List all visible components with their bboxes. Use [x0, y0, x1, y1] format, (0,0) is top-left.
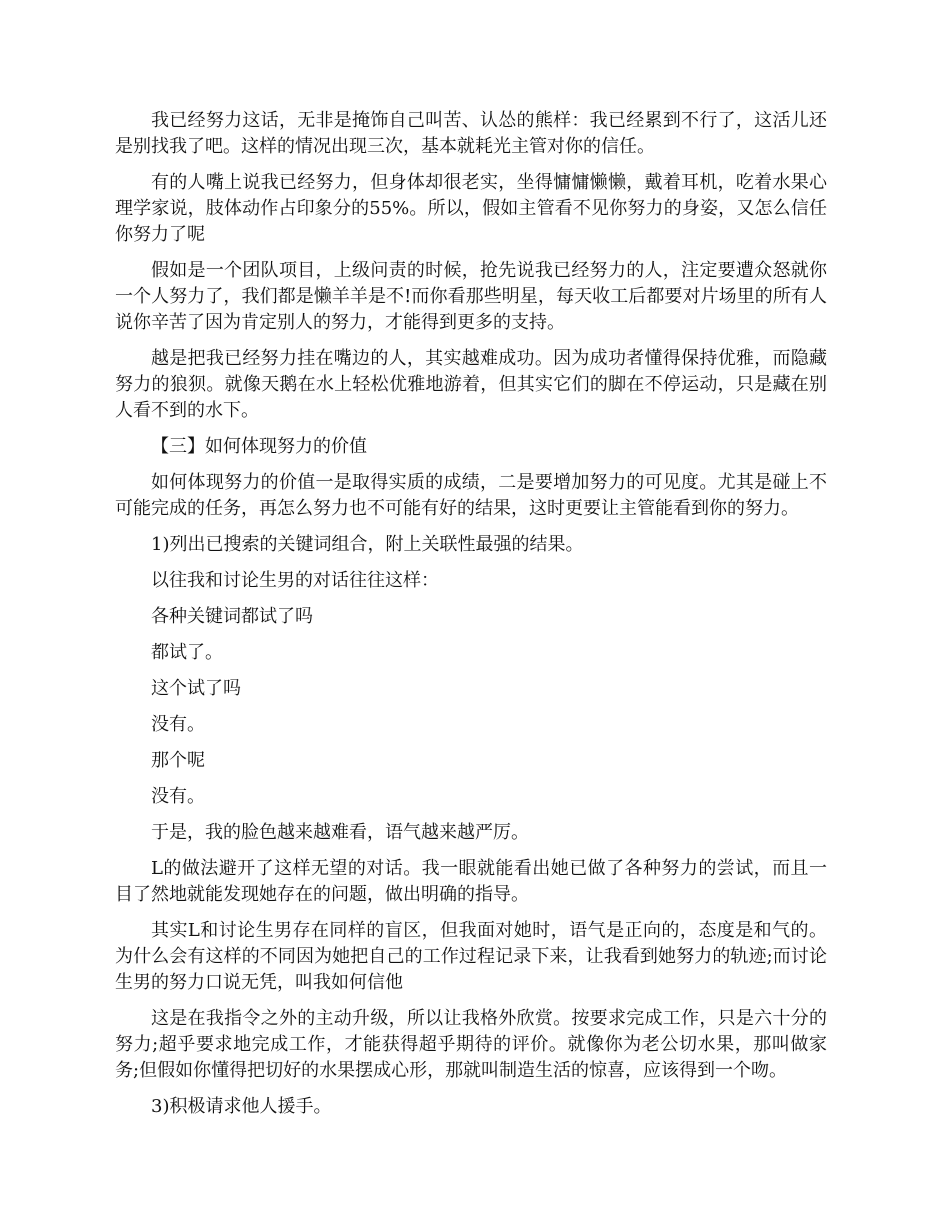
- paragraph: 这是在我指令之外的主动升级，所以让我格外欣赏。按要求完成工作，只是六十分的努力;超乎要求地完成工作，才能获得超乎期待的评价。就像你为老公切水果，那叫做家务;但假如你懂得把切好的水果摆成心形，那就叫制造生活的惊喜，应该得到一个吻。: [115, 1008, 827, 1081]
- paragraph: 如何体现努力的价值一是取得实质的成绩，二是要增加努力的可见度。尤其是碰上不可能完成的任务，再怎么努力也不可能有好的结果，这时更要让主管能看到你的努力。: [115, 472, 827, 519]
- dialogue-line: 这个试了吗: [151, 678, 241, 699]
- section-heading: 【三】如何体现努力的价值: [151, 436, 367, 457]
- paragraph: 越是把我已经努力挂在嘴边的人，其实越难成功。因为成功者懂得保持优雅，而隐藏努力的狼狈。就像天鹅在水上轻松优雅地游着，但其实它们的脚在不停运动，只是藏在别人看不到的水下。: [115, 348, 827, 421]
- paragraph: 其实L和讨论生男存在同样的盲区，但我面对她时，语气是正向的，态度是和气的。为什么会有这样的不同因为她把自己的工作过程记录下来，让我看到她努力的轨迹;而讨论生男的努力口说无凭，叫我如何信他: [115, 920, 827, 993]
- document-body: [115, 108, 827, 1130]
- paragraph: 于是，我的脸色越来越难看，语气越来越严厉。: [151, 822, 529, 843]
- dialogue-line: 都试了。: [151, 642, 223, 663]
- paragraph: 以往我和讨论生男的对话往往这样：: [151, 570, 439, 591]
- paragraph: 假如是一个团队项目，上级问责的时候，抢先说我已经努力的人，注定要遭众怒就你一个人努力了，我们都是懒羊羊是不!而你看那些明星，每天收工后都要对片场里的所有人说你辛苦了因为肯定别人的努力，才能得到更多的支持。: [115, 260, 827, 333]
- dialogue-line: 没有。: [151, 714, 205, 735]
- paragraph: 有的人嘴上说我已经努力，但身体却很老实，坐得慵慵懒懒，戴着耳机，吃着水果心理学家说，肢体动作占印象分的55%。所以，假如主管看不见你努力的身姿，又怎么信任你努力了呢: [115, 172, 827, 245]
- paragraph: L的做法避开了这样无望的对话。我一眼就能看出她已做了各种努力的尝试，而且一目了然地就能发现她存在的问题，做出明确的指导。: [115, 858, 827, 905]
- dialogue-line: 没有。: [151, 786, 205, 807]
- dialogue-line: 那个呢: [151, 750, 205, 771]
- dialogue-line: 各种关键词都试了吗: [151, 606, 313, 627]
- list-item: 3)积极请求他人援手。: [151, 1096, 332, 1117]
- paragraph: 我已经努力这话，无非是掩饰自己叫苦、认怂的熊样：我已经累到不行了，这活儿还是别找我了吧。这样的情况出现三次，基本就耗光主管对你的信任。: [115, 110, 827, 157]
- list-item: 1)列出已搜索的关键词组合，附上关联性最强的结果。: [151, 534, 584, 555]
